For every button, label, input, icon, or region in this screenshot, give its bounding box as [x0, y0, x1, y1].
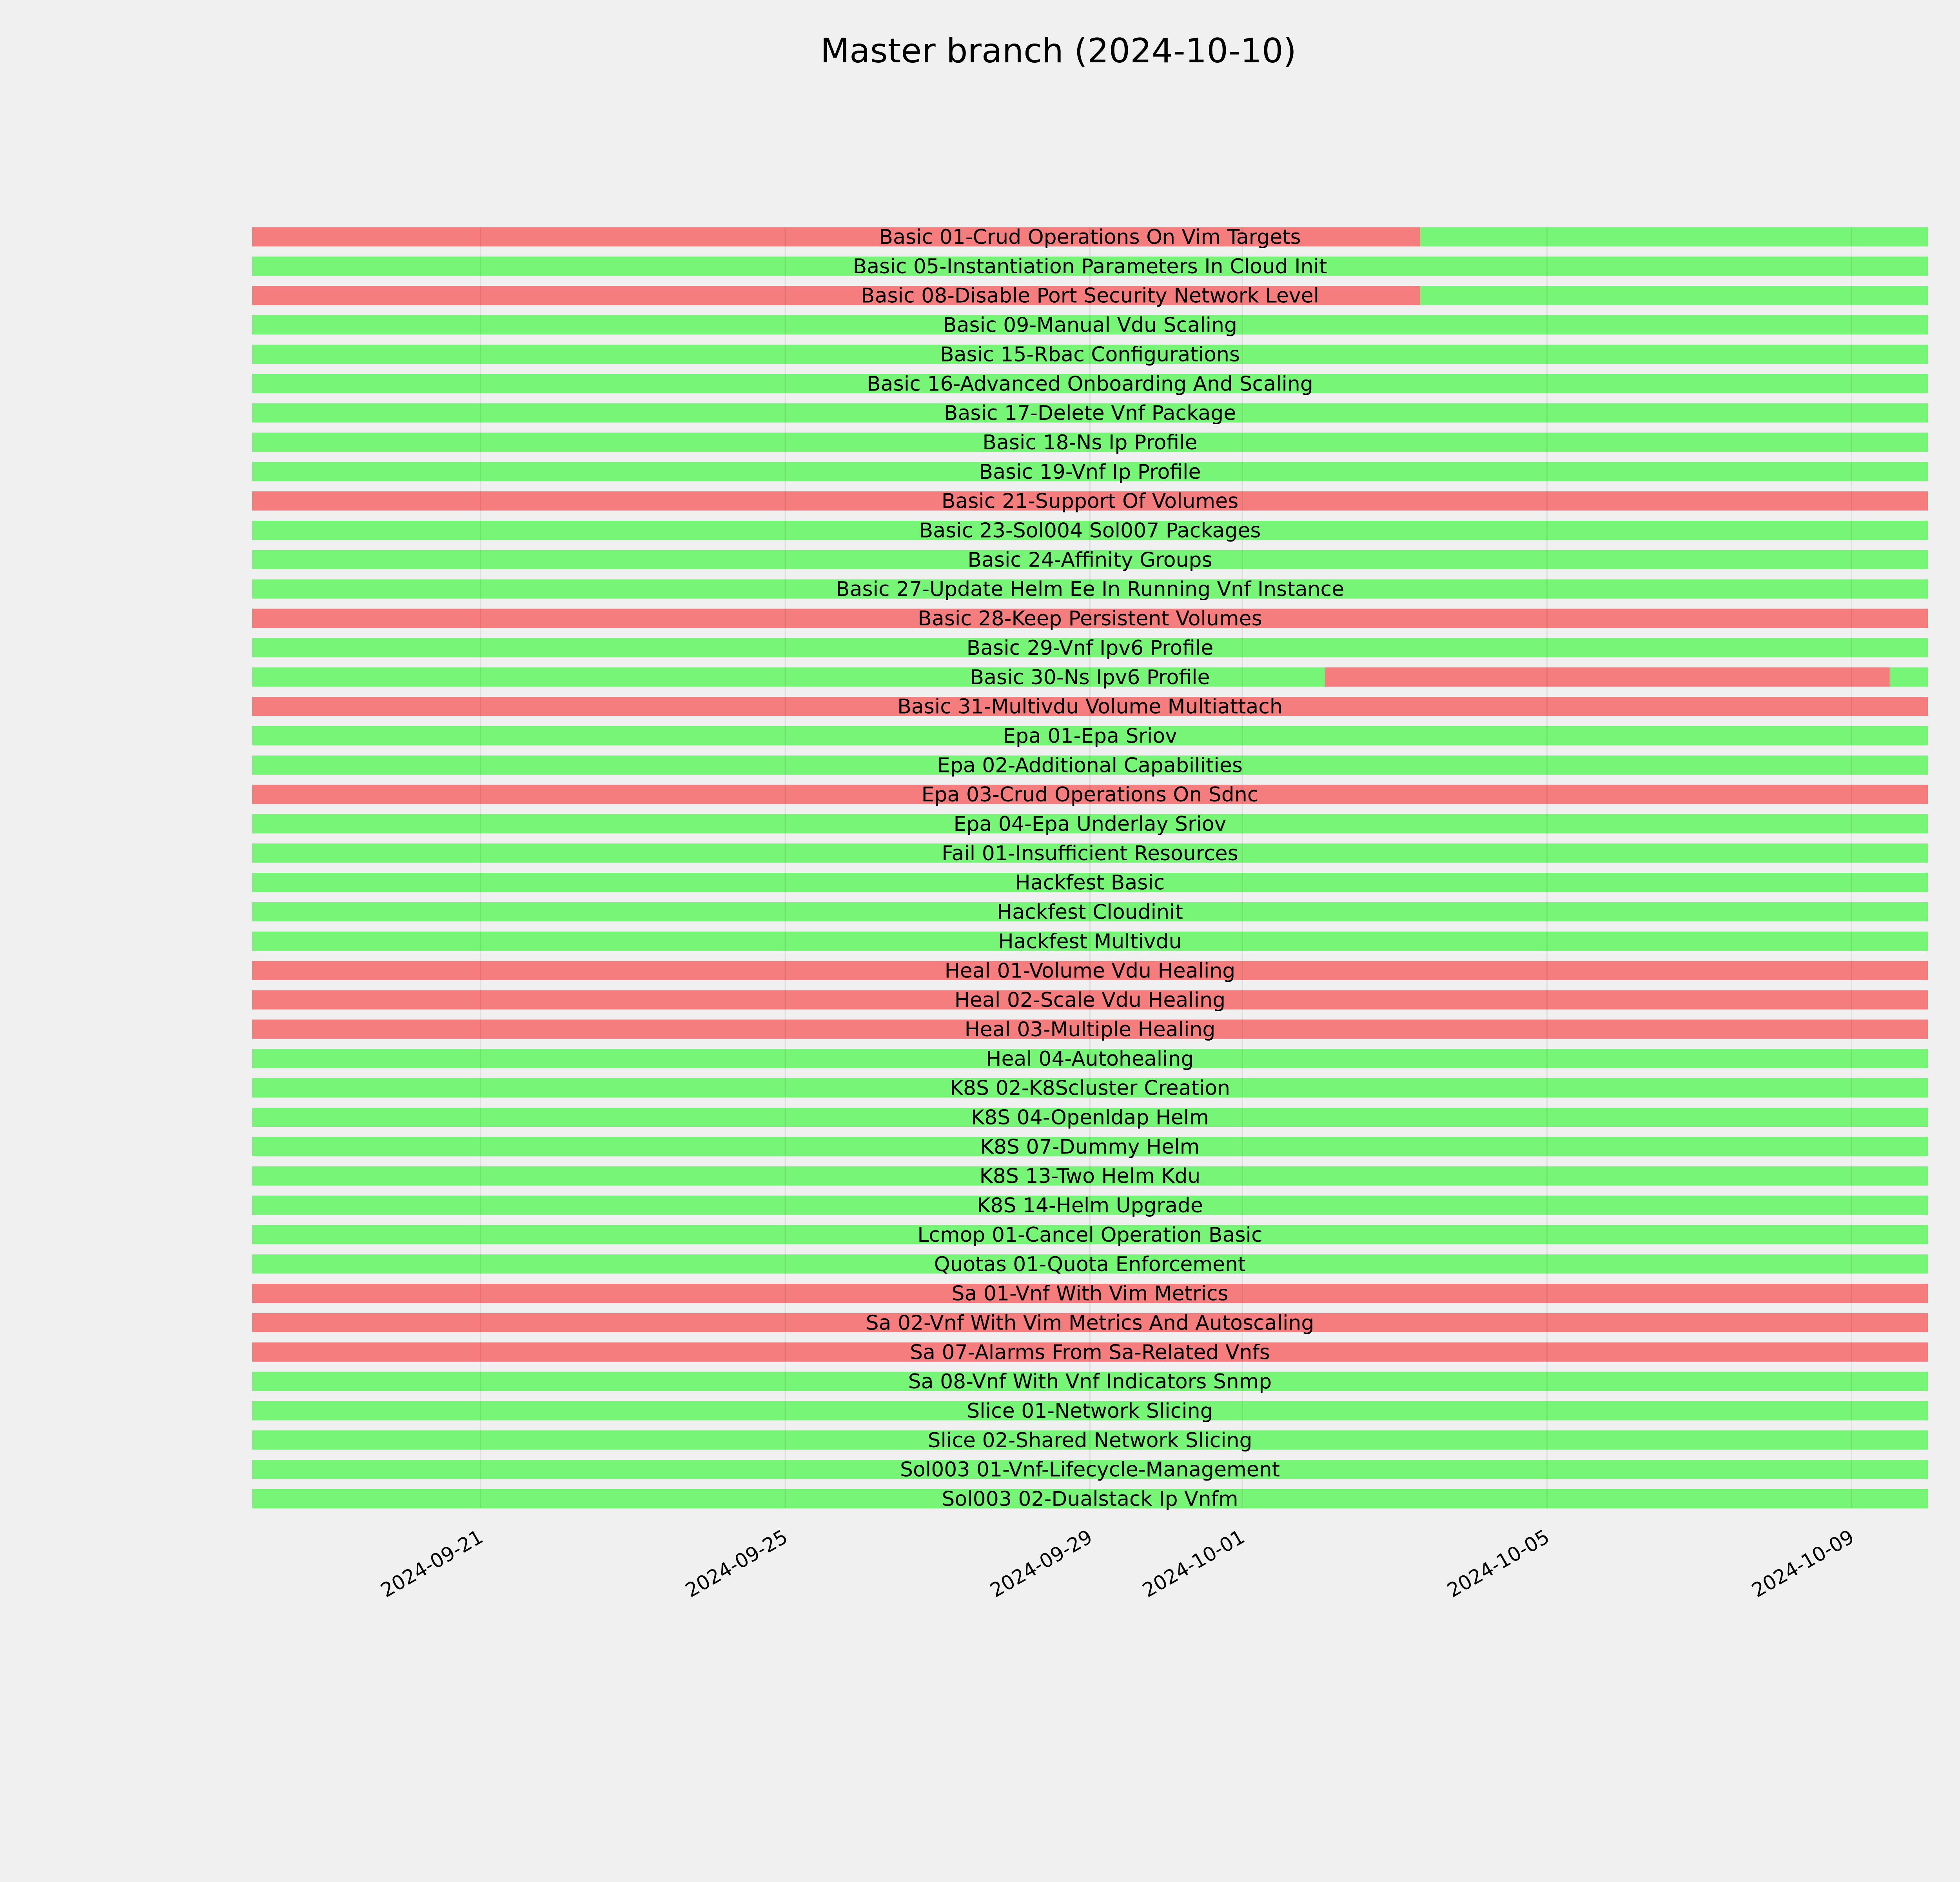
- row-label: Basic 18-Ns Ip Profile: [982, 431, 1198, 454]
- row-label: K8S 14-Helm Upgrade: [977, 1194, 1203, 1217]
- row-label: Heal 04-Autohealing: [986, 1047, 1194, 1071]
- row-label: Heal 01-Volume Vdu Healing: [944, 959, 1236, 983]
- x-tick-label: 2024-10-01: [1138, 1525, 1249, 1602]
- row-label: Fail 01-Insufficient Resources: [942, 841, 1238, 865]
- x-tick-label: 2024-10-05: [1443, 1525, 1553, 1602]
- row-label: Sa 01-Vnf With Vim Metrics: [951, 1282, 1229, 1306]
- row-label: Epa 04-Epa Underlay Sriov: [953, 812, 1227, 836]
- row-label: Basic 16-Advanced Onboarding And Scaling: [867, 372, 1313, 396]
- row-label: Hackfest Multivdu: [998, 930, 1182, 954]
- x-tick-label: 2024-09-29: [986, 1525, 1096, 1602]
- row-label: Epa 03-Crud Operations On Sdnc: [921, 783, 1259, 807]
- row-label: Slice 02-Shared Network Slicing: [927, 1428, 1252, 1452]
- row-label: Basic 05-Instantiation Parameters In Cloud Init: [853, 254, 1327, 278]
- row-label: Hackfest Basic: [1015, 871, 1165, 895]
- row-label: K8S 04-Openldap Helm: [971, 1106, 1209, 1130]
- row-label: Hackfest Cloudinit: [997, 900, 1183, 924]
- row-label: Sa 02-Vnf With Vim Metrics And Autoscaling: [866, 1311, 1314, 1335]
- row-label: Basic 21-Support Of Volumes: [941, 489, 1239, 513]
- row-label: Basic 17-Delete Vnf Package: [944, 401, 1236, 425]
- row-label: Basic 30-Ns Ipv6 Profile: [970, 665, 1210, 689]
- x-tick-label: 2024-10-09: [1748, 1525, 1858, 1602]
- row-label: Basic 27-Update Helm Ee In Running Vnf Instance: [835, 578, 1345, 601]
- row-label: Sa 08-Vnf With Vnf Indicators Snmp: [908, 1370, 1272, 1394]
- row-label: K8S 07-Dummy Helm: [980, 1135, 1200, 1159]
- row-label: Quotas 01-Quota Enforcement: [934, 1252, 1246, 1276]
- row-label: Basic 15-Rbac Configurations: [940, 343, 1240, 367]
- row-label: Epa 01-Epa Sriov: [1003, 724, 1177, 748]
- x-tick-label: 2024-09-25: [681, 1525, 792, 1602]
- row-label: Basic 01-Crud Operations On Vim Targets: [879, 225, 1301, 249]
- row-label: Basic 28-Keep Persistent Volumes: [918, 607, 1262, 630]
- row-label: Sa 07-Alarms From Sa-Related Vnfs: [910, 1341, 1270, 1364]
- bar-segment-fail: [1325, 667, 1890, 687]
- row-label: Slice 01-Network Slicing: [967, 1399, 1213, 1423]
- row-label: Heal 03-Multiple Healing: [964, 1017, 1216, 1041]
- row-label: Basic 31-Multivdu Volume Multiattach: [897, 695, 1283, 719]
- row-label: Basic 09-Manual Vdu Scaling: [942, 313, 1238, 337]
- row-label: Basic 29-Vnf Ipv6 Profile: [966, 636, 1214, 660]
- row-label: Sol003 02-Dualstack Ip Vnfm: [942, 1487, 1238, 1511]
- chart-title: Master branch (2024-10-10): [820, 31, 1297, 71]
- row-label: Lcmop 01-Cancel Operation Basic: [917, 1223, 1263, 1247]
- x-tick-label: 2024-09-21: [377, 1525, 487, 1602]
- row-label: Basic 24-Affinity Groups: [967, 548, 1212, 572]
- row-label: Basic 23-Sol004 Sol007 Packages: [919, 519, 1261, 543]
- row-label: Epa 02-Additional Capabilities: [937, 754, 1243, 778]
- row-label: Basic 08-Disable Port Security Network Level: [860, 284, 1319, 308]
- row-label: K8S 02-K8Scluster Creation: [949, 1076, 1230, 1100]
- row-label: Basic 19-Vnf Ip Profile: [979, 460, 1201, 484]
- row-label: K8S 13-Two Helm Kdu: [979, 1164, 1201, 1188]
- row-label: Sol003 01-Vnf-Lifecycle-Management: [900, 1458, 1280, 1482]
- bar-segment-pass: [1890, 667, 1928, 687]
- row-label: Heal 02-Scale Vdu Healing: [954, 988, 1226, 1012]
